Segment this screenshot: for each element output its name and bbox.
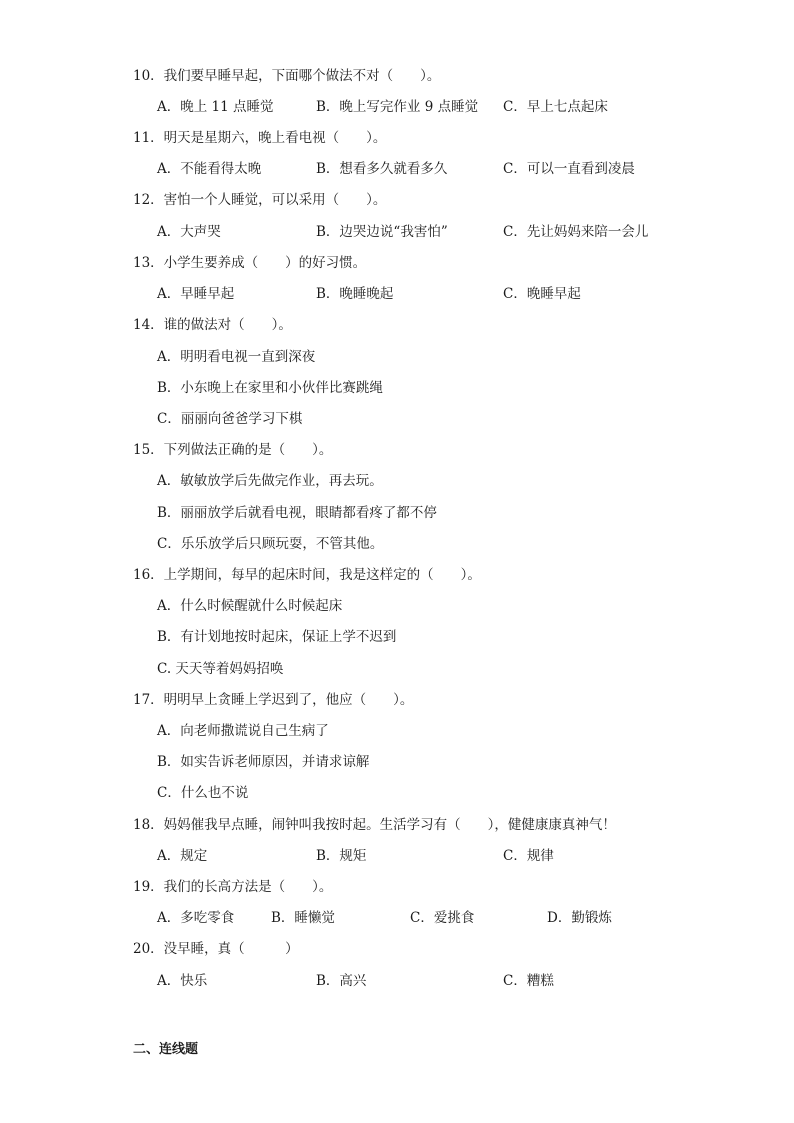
question-19-option-b: B．睡懒觉 [271,910,335,926]
question-15-option-b: B．丽丽放学后就看电视，眼睛都看疼了都不停 [157,505,437,521]
question-11-option-a: A．不能看得太晚 [157,161,262,177]
question-18-option-a: A．规定 [157,848,208,864]
question-16-option-b: B．有计划地按时起床，保证上学不迟到 [157,629,397,645]
question-14: 14．谁的做法对（ ）。 [133,317,292,333]
question-12: 12．害怕一个人睡觉，可以采用（ ）。 [133,192,387,208]
section-heading-matching: 二、连线题 [133,1042,199,1057]
question-18-option-c: C．规律 [503,848,554,864]
question-14-option-c: C．丽丽向爸爸学习下棋 [157,411,303,427]
question-17-option-c: C．什么也不说 [157,785,249,801]
question-11-option-b: B．想看多久就看多久 [316,161,448,177]
question-19: 19．我们的长高方法是（ ）。 [133,879,333,895]
question-10-option-c: C．早上七点起床 [503,99,608,115]
question-19-option-a: A．多吃零食 [157,910,235,926]
question-13-option-b: B．晚睡晚起 [316,286,394,302]
question-16-option-a: A．什么时候醒就什么时候起床 [157,598,343,614]
question-10-option-b: B．晚上写完作业 9 点睡觉 [316,99,479,115]
question-10: 10．我们要早睡早起，下面哪个做法不对（ ）。 [133,68,441,84]
question-18: 18．妈妈催我早点睡，闹钟叫我按时起。生活学习有（ ），健健康康真神气！ [133,817,616,833]
question-20: 20．没早睡，真（ ） [133,941,299,957]
question-13-option-a: A．早睡早起 [157,286,235,302]
question-12-option-c: C．先让妈妈来陪一会儿 [503,224,649,240]
question-18-option-b: B．规矩 [316,848,367,864]
question-14-option-b: B．小东晚上在家里和小伙伴比赛跳绳 [157,380,383,396]
question-19-option-c: C．爱挑食 [410,910,475,926]
question-15: 15．下列做法正确的是（ ）。 [133,442,333,458]
question-11-option-c: C．可以一直看到凌晨 [503,161,635,177]
question-13-option-c: C．晚睡早起 [503,286,581,302]
question-15-option-a: A．敏敏放学后先做完作业，再去玩。 [157,473,383,489]
question-17-option-a: A．向老师撒谎说自己生病了 [157,723,329,739]
question-17: 17．明明早上贪睡上学迟到了，他应（ ）。 [133,692,414,708]
question-10-option-a: A．晚上 11 点睡觉 [157,99,274,115]
question-20-option-b: B．高兴 [316,973,367,989]
question-19-option-d: D．勤锻炼 [547,910,612,926]
question-12-option-a: A．大声哭 [157,224,221,240]
question-17-option-b: B．如实告诉老师原因，并请求谅解 [157,754,370,770]
question-15-option-c: C．乐乐放学后只顾玩耍，不管其他。 [157,536,384,552]
question-11: 11．明天是星期六，晚上看电视（ ）。 [133,130,387,146]
question-13: 13．小学生要养成（ ）的好习惯。 [133,255,367,271]
question-16: 16．上学期间，每早的起床时间，我是这样定的（ ）。 [133,567,481,583]
question-20-option-a: A．快乐 [157,973,208,989]
question-12-option-b: B．边哭边说“我害怕” [316,224,448,240]
question-16-option-c: C. 天天等着妈妈招唤 [157,661,284,677]
question-20-option-c: C．糟糕 [503,973,554,989]
question-14-option-a: A．明明看电视一直到深夜 [157,349,316,365]
